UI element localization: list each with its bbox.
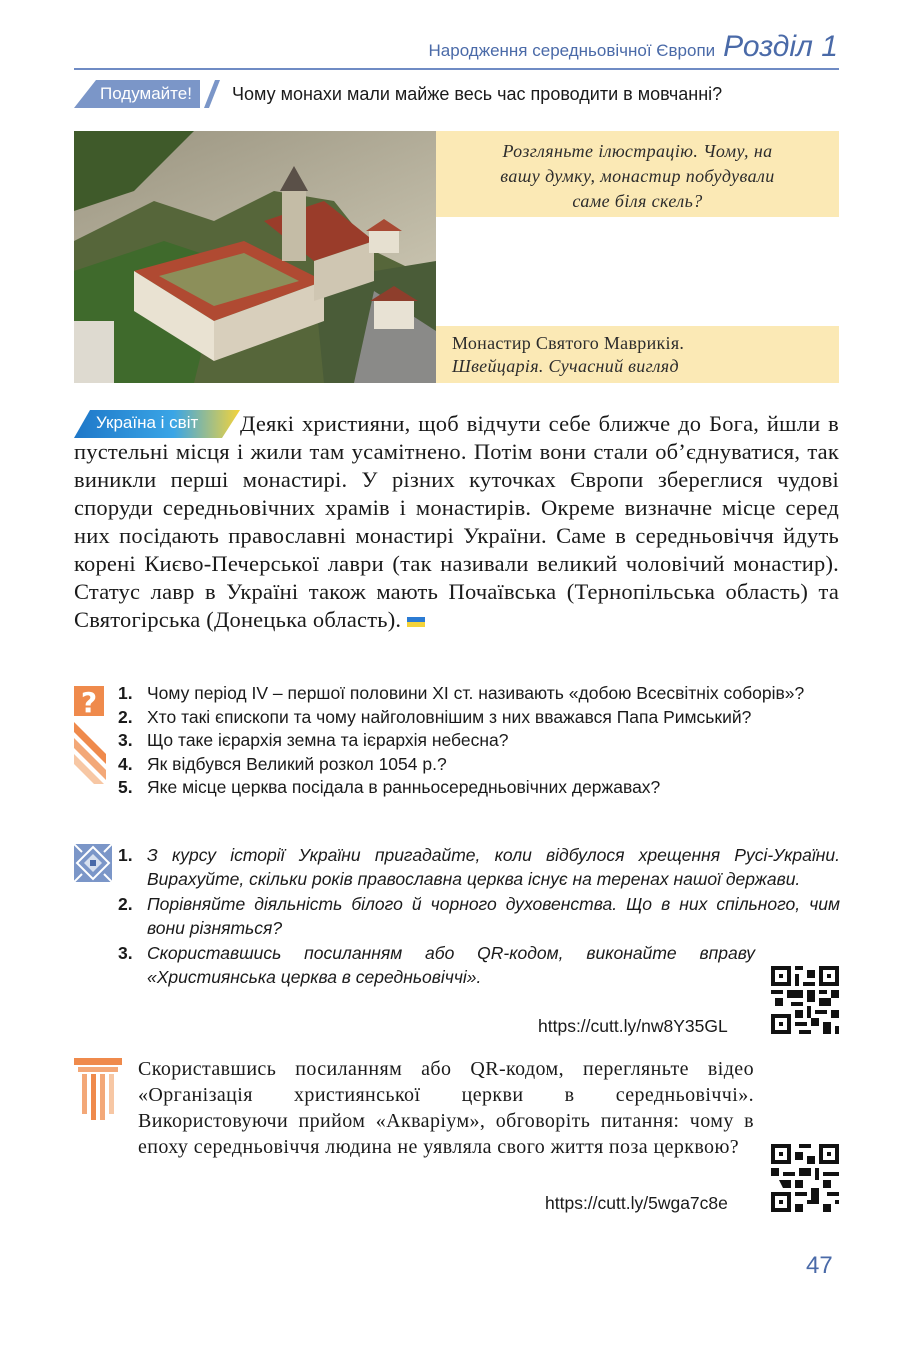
column-icon xyxy=(74,1058,122,1122)
questions-list xyxy=(118,682,840,800)
svg-text:?: ? xyxy=(80,686,98,719)
question-item: 5. Яке місце церква посідала в ранньосередньовічних державах? xyxy=(118,777,661,797)
photo-caption-title: Монастир Святого Маврикія. xyxy=(452,333,685,353)
running-header xyxy=(429,30,838,64)
illustration-prompt: Розгляньте ілюстрацію. Чому, на вашу думку, монастир побудували саме біля скель? xyxy=(500,141,775,211)
flag-icon xyxy=(407,617,425,627)
question-item: 1. Чому період IV – першої половини XI ст. називають «добою Всесвітніх соборів»? xyxy=(118,683,805,703)
video-task-text xyxy=(138,1056,839,1160)
think-badge xyxy=(74,80,224,108)
question-item: 4. Як відбувся Великий розкол 1054 р.? xyxy=(118,753,447,774)
qr-code-icon[interactable] xyxy=(771,966,839,1034)
qr-code-icon[interactable] xyxy=(771,1144,839,1212)
monastery-photo xyxy=(74,131,436,383)
header-section: Розділ 1 xyxy=(723,30,838,63)
header-subtitle: Народження середньовічної Європи xyxy=(428,41,716,60)
photo-caption-subtitle: Швейцарія. Сучасний вигляд xyxy=(452,356,679,376)
task-link[interactable]: https://cutt.ly/nw8Y35GL xyxy=(538,1016,728,1036)
question-icon xyxy=(74,682,114,786)
page-number: 47 xyxy=(806,1252,833,1279)
video-link[interactable]: https://cutt.ly/5wga7c8e xyxy=(545,1193,728,1213)
tasks-list xyxy=(118,844,840,991)
ukraine-world-badge-label: Україна і світ xyxy=(96,413,199,432)
photo-caption-box xyxy=(436,326,839,383)
video-task-paragraph-end: церквою? xyxy=(653,1136,740,1158)
task-item: 3. Скориставшись посиланням або QR-кодом, виконайте вправу «Християнська церква в середньовіччі». xyxy=(118,943,755,987)
task-item: 2. Порівняйте діяльність білого й чорного духовенства. Що в них спільного, чим вони різняться? xyxy=(118,894,840,938)
ukraine-world-paragraph: Деякі християни, щоб відчути себе ближче до Бога, йшли в пустельні місця і жили там усамітнено. Потім вони стали об’єднуватися, так виникли перші монастирі. У різних куточках Європи збереглися чудові споруди середньовічних храмів і монастирів. Окреме визначне місце серед них посідають православні монастирі України. Саме в середньовіччя йдуть корені Києво-Печерської лаври (так називали великий чоловічий монастир). Статус лавр в Україні також мають Почаївська (Тернопільська область) та Святогірська (Донецька область). xyxy=(74,411,839,632)
header-rule xyxy=(74,68,839,70)
question-item: 3. Що таке ієрархія земна та ієрархія небесна? xyxy=(118,730,509,750)
question-item: 2. Хто такі єпископи та чому найголовнішим з них вважався Папа Римський? xyxy=(118,706,752,727)
think-badge-label: Подумайте! xyxy=(100,84,192,103)
video-task-paragraph: Скориставшись посиланням або QR-кодом, перегляньте відео «Організація християнської церкви в середньовіччі». Використовуючи прийом «Акваріум», обговоріть питання: чому в епоху середньовіччя людина не уявляла свого життя поза xyxy=(138,1058,754,1158)
task-item: 1. З курсу історії України пригадайте, коли відбулося хрещення Русі-України. Вирахуйте, скільки років православна церква існує на теренах нашої держави. xyxy=(118,845,840,889)
think-question: Чому монахи мали майже весь час проводити в мовчанні? xyxy=(232,84,723,104)
illustration-prompt-box xyxy=(436,131,839,217)
ukraine-world-text xyxy=(74,410,839,634)
ornament-icon xyxy=(74,844,112,882)
